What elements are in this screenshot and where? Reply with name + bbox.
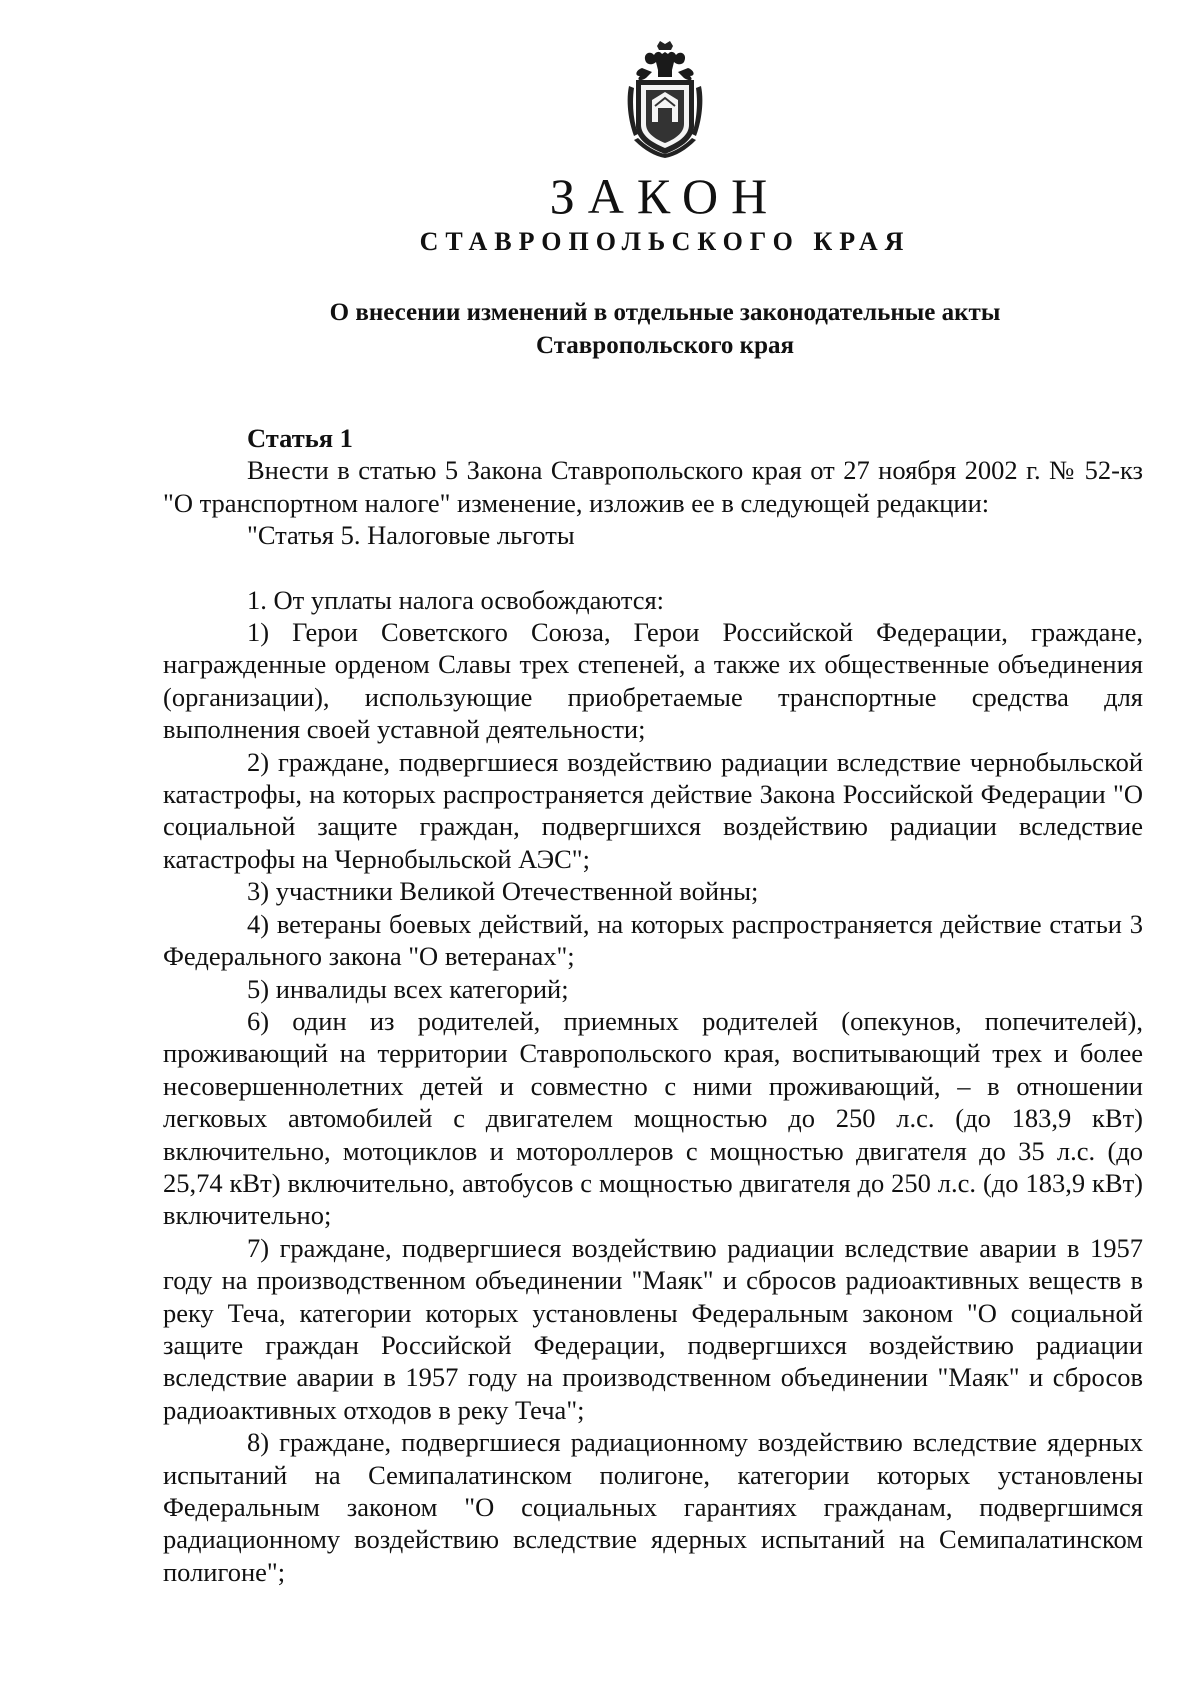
article-heading: Статья 1 [247, 423, 353, 453]
region-title: СТАВРОПОЛЬСКОГО КРАЯ [419, 227, 911, 256]
list-item-5: 5) инвалиды всех категорий; [247, 973, 569, 1004]
list-item-6: 6) один из родителей, приемных родителей (опекунов, попечителей), проживающий на территории Ставропольского края, воспитывающий трех и более несовершеннолетних детей и совместно с ними проживающий, – в отношении легковых автомобилей с двигателем мощностью до 250 л.с. (до 183,9 кВт) включительно, мотоциклов и мотороллеров с мощностью двигателя до 35 л.с. (до 25,74 кВт) включительно, автобусов с мощностью двигателя до 250 л.с. (до 183,9 кВт) включительно; [163, 1005, 1143, 1231]
clause-1-intro: 1. От уплаты налога освобождаются: [247, 584, 665, 615]
list-item-7: 7) граждане, подвергшиеся воздействию радиации вследствие аварии в 1957 году на производственном объединении "Маяк" и сбросов радиоактивных веществ в реку Теча, категории которых установлены Федеральным законом "О социальной защите граждан Российской Федерации, подвергшихся воздействию радиации вследствие аварии в 1957 году на производственном объединении "Маяк" и сбросов радиоактивных отходов в реку Теча"; [163, 1232, 1143, 1425]
list-item-3: 3) участники Великой Отечественной войны; [247, 876, 759, 907]
article-intro: Внести в статью 5 Закона Ставропольского края от 27 ноября 2002 г. № 52-кз "О транспортном налоге" изменение, изложив ее в следующей редакции: [163, 455, 1143, 518]
paragraph-spacer [163, 552, 1143, 584]
list-item-8: 8) граждане, подвергшиеся радиационному воздействию вследствие ядерных испытаний на Семипалатинском полигоне, категории которых установлены Федеральным законом "О социальных гарантиях гражданам, подвергшимся радиационному воздействию вследствие ядерных испытаний на Семипалатинском полигоне"; [163, 1427, 1143, 1587]
law-title: ЗАКОН [549, 168, 781, 224]
list-item-2: 2) граждане, подвергшиеся воздействию радиации вследствие чернобыльской катастрофы, на которых распространяется действие Закона Российской Федерации "О социальной защите граждан, подвергшихся воздействию радиации вследствие катастрофы на Чернобыльской АЭС"; [163, 746, 1143, 874]
document-subject [260, 296, 1070, 362]
article-body [163, 422, 1143, 1588]
subject-line-1: О внесении изменений в отдельные законодательные акты [329, 299, 1001, 326]
list-item-4: 4) ветераны боевых действий, на которых распространяется действие статьи 3 Федерального закона "О ветеранах"; [163, 908, 1143, 972]
list-item-1: 1) Герои Советского Союза, Герои Российской Федерации, граждане, награжденные орденом Славы трех степеней, а также их общественные объединения (организации), использующие приобретаемые транспортные средства для выполнения своей уставной деятельности; [163, 617, 1143, 745]
new-article-title: "Статья 5. Налоговые льготы [247, 520, 575, 551]
subject-line-2: Ставропольского края [535, 332, 795, 359]
coat-of-arms-icon [624, 40, 706, 160]
